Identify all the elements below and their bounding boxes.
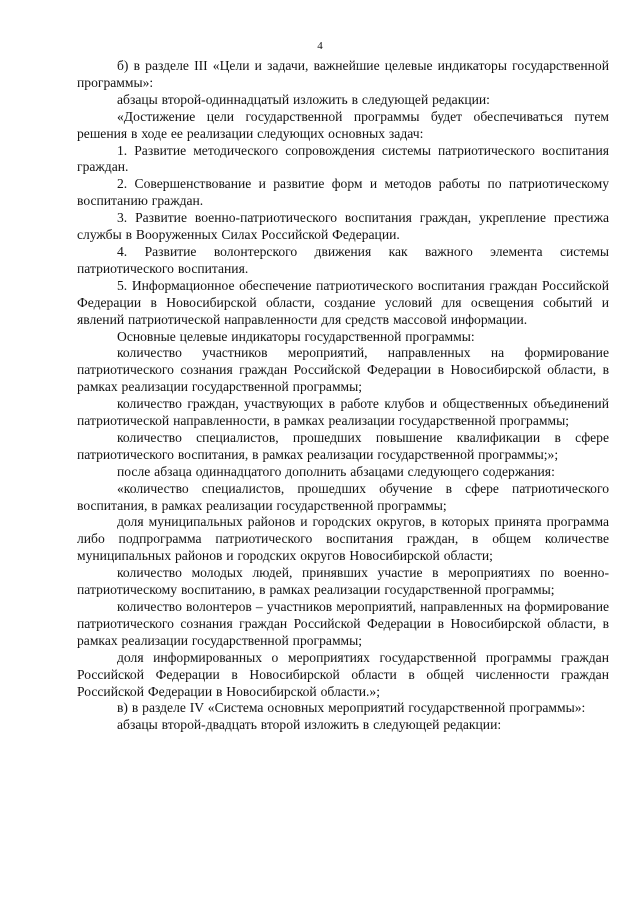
paragraph-amendment-b: б) в разделе III «Цели и задачи, важнейшие целевые индикаторы государственной программы»: — [77, 58, 609, 90]
paragraph-task-3: 3. Развитие военно-патриотического воспитания граждан, укрепление престижа службы в Вооруженных Силах Российской Федерации. — [77, 210, 609, 243]
document-body — [77, 58, 609, 734]
paragraph-amendment-v: в) в разделе IV «Система основных мероприятий государственной программы»: — [117, 700, 586, 716]
paragraph-indicator-2: количество граждан, участвующих в работе клубов и общественных объединений патриотической направленности, в рамках реализации государственной программы; — [77, 396, 609, 429]
paragraph-goal-intro: «Достижение цели государственной программы будет обеспечиваться путем решения в ходе ее реализации следующих основных задач: — [77, 108, 609, 141]
paragraph-new-indicator-1: «количество специалистов, прошедших обучение в сфере патриотического воспитания, в рамках реализации государственной программы; — [77, 480, 609, 513]
paragraph-instruction-2: после абзаца одиннадцатого дополнить абзацами следующего содержания: — [117, 463, 555, 479]
paragraph-indicator-3: количество специалистов, прошедших повышение квалификации в сфере патриотического воспитания, в рамках реализации государственной программы;»; — [77, 429, 609, 462]
paragraph-task-1: 1. Развитие методического сопровождения системы патриотического воспитания граждан. — [77, 142, 609, 175]
paragraph-indicators-intro: Основные целевые индикаторы государственной программы: — [117, 328, 475, 344]
paragraph-new-indicator-5: доля информированных о мероприятиях государственной программы граждан Российской Федерации в Новосибирской области в общей численности граждан Российской Федерации в Новосибирской области.»; — [77, 649, 609, 699]
page-number: 4 — [317, 40, 323, 52]
paragraph-new-indicator-4: количество волонтеров – участников мероприятий, направленных на формирование патриотического сознания граждан Российской Федерации в Новосибирской области, в рамках реализации государственной программы; — [77, 599, 609, 648]
paragraph-new-indicator-2: доля муниципальных районов и городских округов, в которых принята программа либо подпрограмма патриотического воспитания граждан, в общем количестве муниципальных районов и городских округов Новосибирской области; — [77, 514, 609, 564]
paragraph-task-4: 4. Развитие волонтерского движения как важного элемента системы патриотического воспитания. — [77, 243, 609, 276]
paragraph-task-5: 5. Информационное обеспечение патриотического воспитания граждан Российской Федерации в Новосибирской области, создание условий для освещения событий и явлений патриотической направленности для средств массовой информации. — [77, 277, 609, 327]
paragraph-instruction-3: абзацы второй-двадцать второй изложить в следующей редакции: — [117, 717, 502, 733]
paragraph-task-2: 2. Совершенствование и развитие форм и методов работы по патриотическому воспитанию граждан. — [77, 176, 609, 209]
paragraph-indicator-1: количество участников мероприятий, направленных на формирование патриотического сознания граждан Российской Федерации в Новосибирской области, в рамках реализации государственной программы; — [77, 345, 609, 395]
paragraph-new-indicator-3: количество молодых людей, принявших участие в мероприятиях по военно-патриотическому воспитанию, в рамках реализации государственной программы; — [77, 565, 609, 598]
paragraph-instruction-1: абзацы второй-одиннадцатый изложить в следующей редакции: — [117, 91, 490, 107]
